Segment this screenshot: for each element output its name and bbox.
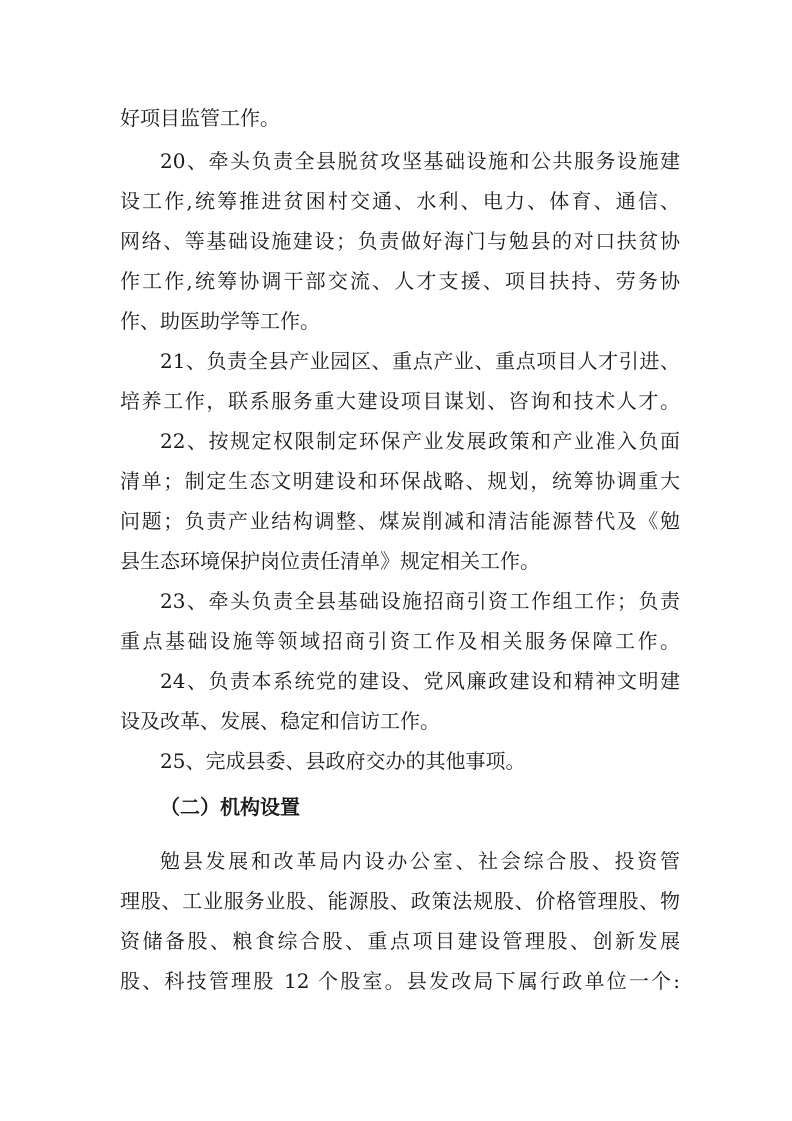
text-line: 好项目监管工作。	[120, 106, 280, 130]
text-line: 设及改革、发展、稳定和信访工作。	[120, 709, 440, 733]
section-heading: （二）机构设置	[160, 795, 300, 819]
text-line: 清单；制定生态文明建设和环保战略、规划，统筹协调重大	[120, 469, 680, 493]
text-line: 培养工作，联系服务重大建设项目谋划、咨询和技术人才。	[120, 389, 680, 413]
text-line: 县生态环境保护岗位责任清单》规定相关工作。	[120, 549, 540, 573]
text-line: 网络、等基础设施建设；负责做好海门与勉县的对口扶贫协	[120, 229, 680, 253]
text-line: 作、助医助学等工作。	[120, 309, 320, 333]
text-line: 资储备股、粮食综合股、重点项目建设管理股、创新发展	[120, 929, 680, 953]
text-line: 重点基础设施等领域招商引资工作及相关服务保障工作。	[120, 629, 680, 653]
text-line: 理股、工业服务业股、能源股、政策法规股、价格管理股、物	[120, 889, 680, 913]
text-line: 23、牵头负责全县基础设施招商引资工作组工作；负责	[160, 589, 680, 613]
text-line: 设工作,统筹推进贫困村交通、水利、电力、体育、通信、	[120, 189, 680, 213]
text-line: 勉县发展和改革局内设办公室、社会综合股、投资管	[160, 849, 680, 873]
text-line: 21、负责全县产业园区、重点产业、重点项目人才引进、	[160, 349, 680, 373]
text-line: 20、牵头负责全县脱贫攻坚基础设施和公共服务设施建	[160, 149, 680, 173]
text-line: 股、科技管理股 12 个股室。县发改局下属行政单位一个:	[120, 969, 680, 993]
text-line: 22、按规定权限制定环保产业发展政策和产业准入负面	[160, 429, 680, 453]
text-line: 24、负责本系统党的建设、党风廉政建设和精神文明建	[160, 669, 680, 693]
text-line: 作工作,统筹协调干部交流、人才支援、项目扶持、劳务协	[120, 269, 680, 293]
text-line: 25、完成县委、县政府交办的其他事项。	[160, 749, 526, 773]
text-line: 问题；负责产业结构调整、煤炭削减和清洁能源替代及《勉	[120, 509, 680, 533]
